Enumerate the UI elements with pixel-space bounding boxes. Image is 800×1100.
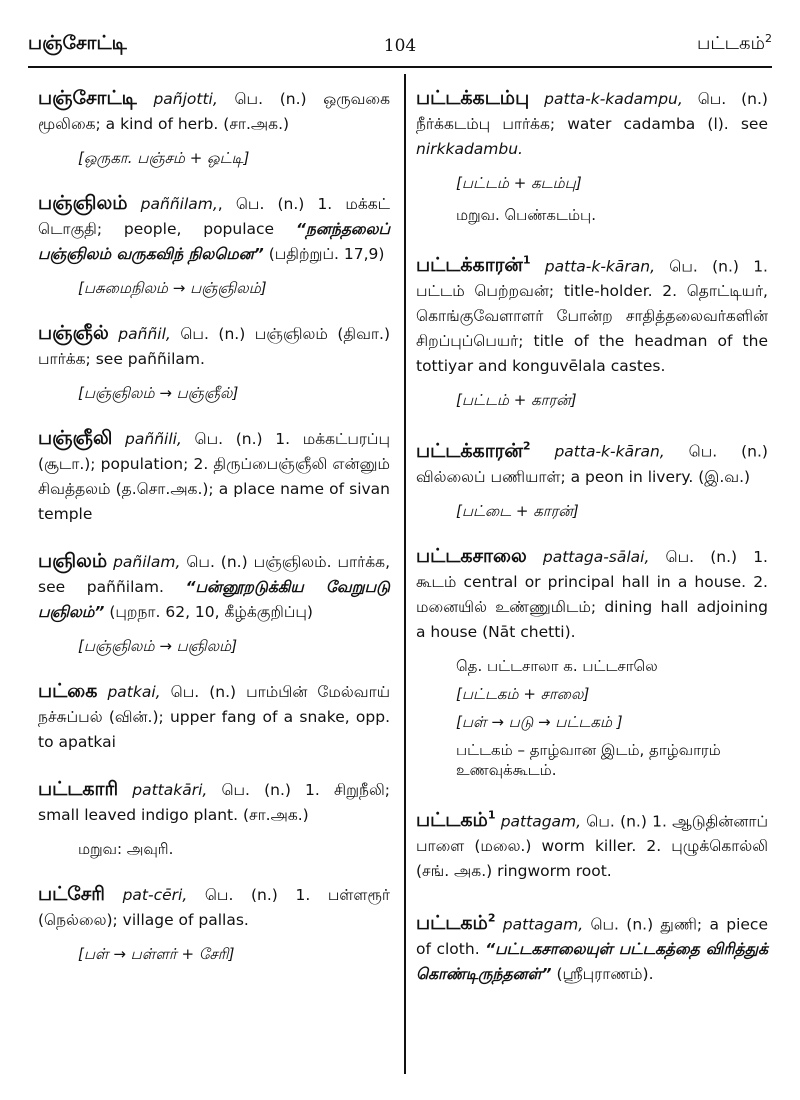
- page-header: [28, 30, 772, 60]
- entry-definition: [38, 321, 390, 372]
- definition-text: பெ. (n.) 1. கூடம் central or principal hall in a house. 2. மனையில் உண்ணுமிடம்; dining hall adjoining a house (Nāt chetti).: [416, 547, 768, 641]
- running-head-right-sup: 2: [765, 32, 772, 45]
- transliteration: paññili,: [125, 430, 182, 448]
- dictionary-entry: [38, 777, 390, 860]
- definition-text: பெ. (n.) 1. பள்ளரூர் (நெல்லை); village of pallas.: [38, 886, 390, 929]
- transliteration: patta-k-kadampu,: [544, 90, 683, 108]
- entry-definition: [416, 86, 768, 162]
- quotation: “பட்டகசாலையுள் பட்டகத்தை விரித்துக் கொண்டிருந்தனள்”: [416, 940, 768, 984]
- definition-text: பெ. (n.) பஞ்ஞிலம். பார்க்க, see paññilam.: [38, 553, 390, 596]
- dictionary-entry: [38, 882, 390, 965]
- definition-text: பெ. (n.) பஞ்ஞிலம் (திவா.) பார்க்க; see paññilam.: [38, 325, 390, 368]
- transliteration: pattakāri,: [132, 781, 208, 799]
- entry-definition: [416, 544, 768, 645]
- headword-sup: 2: [487, 911, 496, 925]
- entry-definition: [38, 679, 390, 755]
- etymology: [பட்டம் + காரன்]: [456, 391, 577, 410]
- gloss-note: பட்டகம் – தாழ்வான இடம், தாழ்வாரம் உணவுக்கூடம்.: [456, 740, 721, 779]
- definition-text: பெ. (n.) பாம்பின் மேல்வாய் நச்சுப்பல் (வின்.); upper fang of a snake, opp. to apatkai: [38, 683, 390, 751]
- headword: பட்சேரி: [38, 883, 105, 905]
- headword: பஞ்ஞீலி: [38, 427, 113, 449]
- definition-text: பெ. (n.) 1. பட்டம் பெற்றவன்; title-holder. 2. தொட்டியர், கொங்குவேளாளர் போன்ற சாதித்தலைவர்களின் சிறப்புப்பெயர்; title of the headman of the tottiyar and konguvēlala castes.: [416, 257, 768, 376]
- transliteration: paññil,: [118, 325, 171, 343]
- dictionary-entry: [416, 433, 768, 521]
- header-rule: [28, 66, 772, 68]
- entry-definition: [38, 191, 390, 267]
- running-head-right-word: பட்டகம்: [696, 33, 765, 54]
- transliteration: patta-k-kāran,: [544, 257, 656, 276]
- transliteration: pattagam,: [500, 811, 582, 830]
- headword: பட்டகாரி: [38, 778, 119, 800]
- definition-text: பெ. (n.) துணி; a piece of cloth.: [416, 915, 768, 959]
- etymology: [பட்டகம் + சாலை]: [456, 684, 590, 703]
- headword-sup: 1: [522, 254, 531, 267]
- etymology: [பட்டம் + கடம்பு]: [456, 174, 582, 192]
- definition-text: பெ. (n.) 1. மக்கட்பரப்பு (சூடா.); population; 2. திருப்பைஞ்ஞீலி என்னும் சிவத்தலம் (த.சொ.அக.); a place name of sivan temple: [38, 430, 390, 523]
- definition-text: பெ. (n.) 1. ஆடுதின்னாப் பாளை (மலை.) worm killer. 2. புழுக்கொல்லி (சங். அக.) ringworm root.: [416, 811, 768, 880]
- transliteration: pattaga-sālai,: [542, 547, 650, 566]
- dictionary-entry: [38, 86, 390, 169]
- dictionary-entry: [416, 544, 768, 781]
- citation: (ஸ்ரீபுராணம்).: [551, 965, 654, 984]
- running-head-right: [697, 32, 772, 56]
- entry-definition: [38, 426, 390, 527]
- entry-definition: [38, 86, 390, 137]
- entry-definition: [38, 777, 390, 828]
- etymology: [பட்டை + காரன்]: [456, 501, 579, 520]
- dictionary-entry: [416, 86, 768, 226]
- headword: பட்டக்கடம்பு: [416, 87, 530, 109]
- etymology: [பஞ்ஞிலம் → பஞ்ஞீல்]: [78, 384, 239, 402]
- etymology: [பசுமைநிலம் → பஞ்ஞிலம்]: [78, 279, 267, 297]
- headword: [416, 912, 495, 934]
- transliteration: patkai,: [107, 683, 161, 701]
- cross-reference: nirkkadambu.: [416, 140, 523, 158]
- quotation: “பன்னூறடுக்கிய வேறுபடு பஞிலம்”: [38, 578, 390, 621]
- transliteration: pañilam,: [113, 553, 181, 571]
- definition-text: பெ. (n.) 1. சிறுநீலி; small leaved indigo plant. (சா.அக.): [38, 781, 390, 824]
- right-column: [416, 86, 768, 1009]
- headword: பஞ்ஞிலம்: [38, 192, 128, 214]
- synonym-note: மறுவ: அவுரி.: [78, 840, 174, 858]
- etymology: [ஒருகா. பஞ்சம் + ஒட்டி]: [78, 149, 250, 167]
- entry-definition: [38, 549, 390, 625]
- left-column: [38, 86, 390, 987]
- dictionary-entry: [416, 248, 768, 411]
- dictionary-entry: [38, 549, 390, 657]
- entry-definition: [416, 433, 768, 489]
- etymology-derivation: [பள் → படு → பட்டகம் ]: [456, 712, 623, 731]
- headword-text: பட்டக்காரன்: [416, 254, 523, 277]
- entry-definition: [416, 803, 768, 884]
- entry-definition: [416, 248, 768, 379]
- headword-sup: 2: [522, 439, 531, 453]
- cognates: தெ. பட்டசாலா க. பட்டசாலெ: [456, 656, 658, 675]
- entry-definition: [38, 882, 390, 933]
- citation: (பதிற்றுப். 17,9): [263, 245, 385, 263]
- transliteration: pat-cēri,: [122, 886, 188, 904]
- transliteration: pattagam,: [502, 915, 584, 934]
- transliteration: patta-k-kāran,: [554, 442, 665, 461]
- definition-text: பெ. (n.) ஒருவகை மூலிகை; a kind of herb. (சா.அக.): [38, 90, 390, 133]
- headword-text: பட்டகம்: [416, 912, 488, 935]
- dictionary-entry: [416, 906, 768, 987]
- headword: பஞிலம்: [38, 550, 108, 572]
- dictionary-entry: [38, 191, 390, 299]
- etymology: [பள் → பள்ளர் + சேரி]: [78, 945, 235, 963]
- headword: பஞ்சோட்டி: [38, 87, 137, 109]
- headword: [416, 440, 531, 462]
- entry-definition: [416, 906, 768, 987]
- quotation: “நனந்தலைப் பஞ்ஞிலம் வருகவிந் நிலமென”: [38, 220, 390, 263]
- dictionary-entry: [38, 426, 390, 527]
- headword-text: பட்டகம்: [416, 808, 488, 831]
- dictionary-entry: [38, 321, 390, 404]
- definition-text: , பெ. (n.) 1. மக்கட் டொகுதி; people, populace: [38, 195, 390, 238]
- headword: [416, 254, 531, 276]
- headword: பட்கை: [38, 680, 98, 702]
- synonym-note: மறுவ. பெண்கடம்பு.: [456, 206, 596, 224]
- transliteration: pañjotti,: [153, 90, 218, 108]
- definition-text: பெ. (n.) நீர்க்கடம்பு பார்க்க; water cadamba (l). see: [416, 90, 768, 133]
- headword-text: பட்டக்காரன்: [416, 439, 523, 462]
- etymology: [பஞ்ஞிலம் → பஞிலம்]: [78, 637, 238, 655]
- headword: [416, 809, 495, 831]
- headword-sup: 1: [487, 808, 496, 822]
- citation: (புறநா. 62, 10, கீழ்க்குறிப்பு): [104, 603, 313, 621]
- dictionary-entry: [38, 679, 390, 755]
- headword: பட்டகசாலை: [416, 544, 527, 567]
- definition-text: பெ. (n.) வில்லைப் பணியாள்; a peon in livery. (இ.வ.): [416, 442, 768, 486]
- dictionary-entry: [416, 803, 768, 884]
- column-divider: [404, 74, 406, 1074]
- transliteration: paññilam,: [140, 195, 218, 213]
- headword: பஞ்ஞீல்: [38, 322, 109, 344]
- running-head-left: பஞ்சோட்டி: [28, 32, 127, 54]
- page-number: 104: [383, 36, 417, 56]
